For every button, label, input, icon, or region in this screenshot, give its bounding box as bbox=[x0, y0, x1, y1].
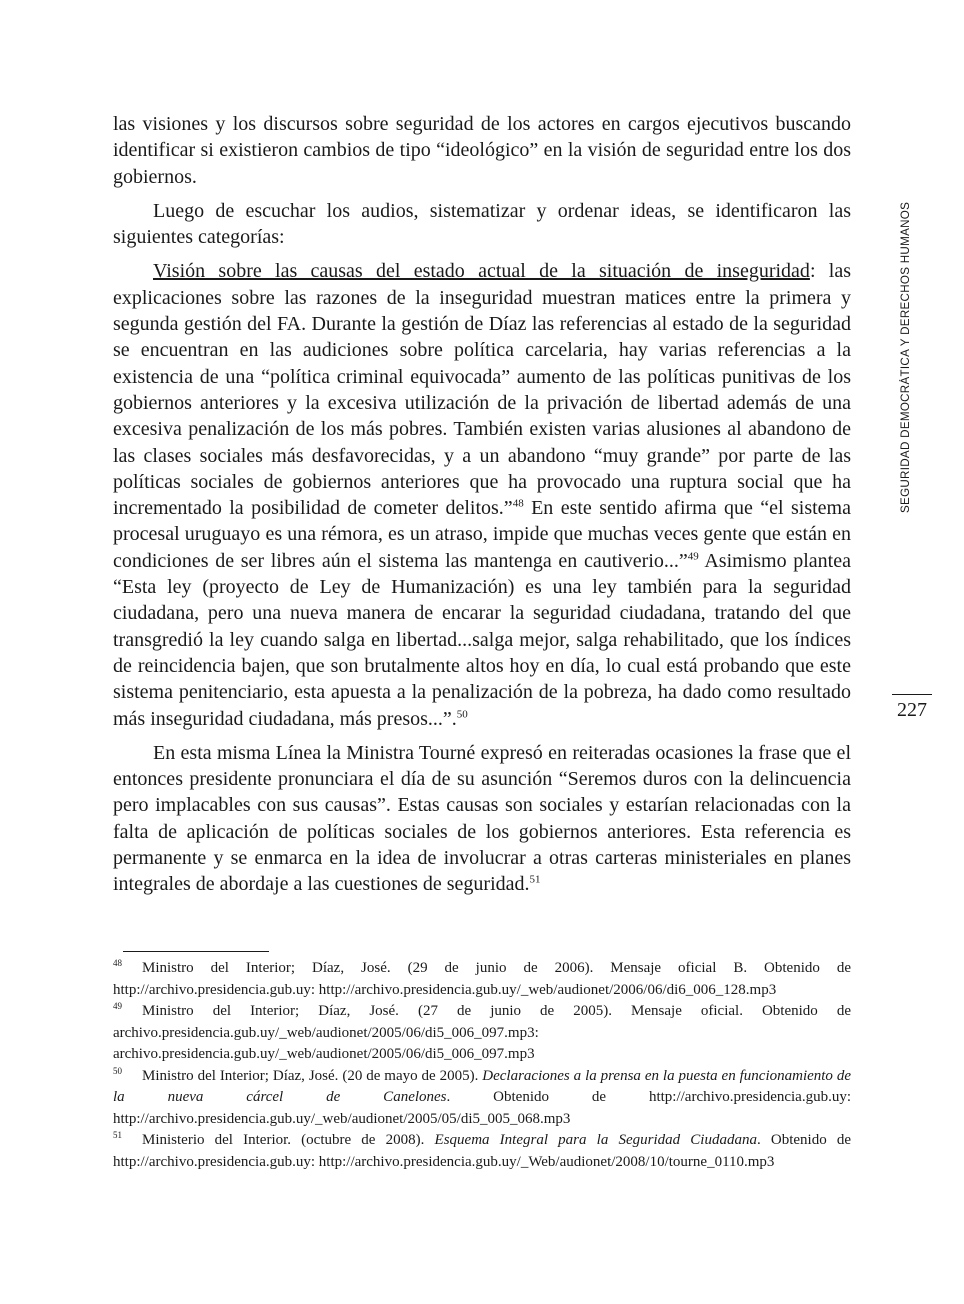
running-header-title: SEGURIDAD DEMOCRÁTICA Y DERECHOS HUMANOS bbox=[899, 201, 912, 513]
footnotes bbox=[113, 958, 851, 1173]
footnote-text-a: Ministerio del Interior. (octubre de 2008). bbox=[142, 1132, 435, 1148]
paragraph-4 bbox=[113, 740, 851, 898]
footnote-text: Ministro del Interior; Díaz, José. (29 de junio de 2006). Mensaje oficial B. Obtenido de http://archivo.presidencia.gub.uy: http://archivo.presidencia.gub.uy/_web/audionet/2006/06/di6_006_128.mp3 bbox=[113, 960, 851, 998]
footnote-text-a: Ministro del Interior; Díaz, José. (20 de mayo de 2005). bbox=[142, 1067, 483, 1084]
footnote-ref-49[interactable]: 49 bbox=[687, 550, 699, 563]
footnote-51: 51 Ministerio del Interior. (octubre de 2008). Esquema Integral para la Seguridad Ciudadana. Obtenido de http://archivo.presidencia.gub.uy: http://archivo.presidencia.gub.uy/_Web/audionet/2008/10/tourne_0110.mp3 bbox=[113, 1130, 852, 1170]
footnote-49: 49 Ministro del Interior; Díaz, José. (27 de junio de 2005). Mensaje oficial. Obtenido de archivo.presidencia.gub.uy/_web/audionet/2005/06/di5_006_097.mp3: archivo.presidencia.gub.uy/_web/audionet/2005/06/di5_006_097.mp3 bbox=[113, 1001, 851, 1062]
section-heading: Visión sobre las causas del estado actual de la situación de inseguridad bbox=[153, 260, 810, 283]
footnote-text: Ministro del Interior; Díaz, José. (27 de junio de 2005). Mensaje oficial. Obtenido de archivo.presidencia.gub.uy/_web/audionet/2005/06/di5_006_097.mp3: archivo.presidencia.gub.uy/_web/audionet/2005/06/di5_006_097.mp3 bbox=[113, 1003, 851, 1062]
paragraph-4-text: En esta misma Línea la Ministra Tourné expresó en reiteradas ocasiones la frase que el entonces presidente pronunciara el día de su asunción “Seremos duros con la delincuencia pero implacables con sus causas”. Estas causas son sociales y estarían relacionadas con la falta de aplicación de políticas sociales de los gobiernos anteriores. Esta referencia es permanente y se enmarca en la idea de involucrar a otras carteras ministeriales en planes integrales de abordaje a las cuestiones de seguridad. bbox=[113, 741, 851, 896]
footnote-text-b: . Obtenido de http://archivo.presidencia.gub.uy: http://archivo.presidencia.gub.uy/_Web/audionet/2008/10/tourne_0110.mp3 bbox=[113, 1132, 852, 1170]
footnote-ref-51[interactable]: 51 bbox=[529, 873, 541, 886]
footnote-ref-50[interactable]: 50 bbox=[456, 707, 468, 720]
main-text bbox=[113, 111, 851, 906]
footnote-title-italic: Esquema Integral para la Seguridad Ciudadana bbox=[434, 1132, 757, 1148]
paragraph-1: las visiones y los discursos sobre seguridad de los actores en cargos ejecutivos buscando identificar si existieron cambios de tipo “ideológico” en la visión de seguridad entre los dos gobiernos. bbox=[113, 113, 851, 188]
page-number-rule bbox=[892, 694, 932, 695]
paragraph-2: Luego de escuchar los audios, sistematizar y ordenar ideas, se identificaron las siguientes categorías: bbox=[113, 199, 851, 249]
footnote-ref-48[interactable]: 48 bbox=[512, 497, 524, 510]
paragraph-3-text-b: En este sentido afirma que “el sistema procesal uruguayo es una rémora, es un atraso, impide que muchas veces gente que están en condiciones de ser libres aún el sistema las mantenga en cautiverio...” bbox=[113, 497, 851, 572]
paragraph-3-text-a: : las explicaciones sobre las razones de la inseguridad muestran matices entre la primera y segunda gestión del FA. Durante la gestión de Díaz las referencias al estado de la seguridad se encuentran en las audiciones sobre política carcelaria, hay varias referencias a la existencia de una “política criminal equivocada” aumento de las políticas punitivas de los gobiernos anteriores y la excesiva utilización de la privación de libertad además de una excesiva penalización de los más pobres. También existen varias alusiones al abandono de las clases sociales más desfavorecidas, y a un abandono “muy grande” por parte de las políticas sociales de gobiernos anteriores que ha provocado una ruptura social que ha incrementado la posibilidad de cometer delitos.” bbox=[113, 260, 851, 520]
footnote-title-italic: Declaraciones a la prensa en la puesta en funcionamiento de la nueva cárcel de Canelones bbox=[113, 1067, 852, 1105]
footnote-50: 50 Ministro del Interior; Díaz, José. (20 de mayo de 2005). Declaraciones a la prensa en la puesta en funcionamiento de la nueva cárcel de Canelones. Obtenido de http://archivo.presidencia.gub.uy: http://archivo.presidencia.gub.uy/_web/audionet/2005/05/di5_005_068.mp3 bbox=[113, 1065, 852, 1127]
footnote-48: 48 Ministro del Interior; Díaz, José. (29 de junio de 2006). Mensaje oficial B. Obtenido de http://archivo.presidencia.gub.uy: http://archivo.presidencia.gub.uy/_web/audionet/2006/06/di6_006_128.mp3 bbox=[113, 958, 851, 998]
page-number: 227 bbox=[897, 699, 927, 721]
footnote-separator bbox=[123, 951, 269, 952]
footnote-text-b: . Obtenido de http://archivo.presidencia.gub.uy: http://archivo.presidencia.gub.uy/_web/audionet/2005/05/di5_005_068.mp3 bbox=[113, 1089, 851, 1127]
paragraph-3-text-c: Asimismo plantea “Esta ley (proyecto de Ley de Humanización) es una ley también para la seguridad ciudadana, pero una nueva manera de encarar la seguridad ciudadana, tratando del que transgredió la ley cuando salga en libertad...salga mejor, salga rehabilitado, que los índices de reincidencia bajen, que son brutalmente altos hoy en día, lo cual está probando que este sistema penitenciario, esta apuesta a la penalización de la pobreza, ha dado como resultado más inseguridad ciudadana, más presos...”. bbox=[113, 549, 851, 730]
paragraph-3 bbox=[113, 258, 851, 731]
